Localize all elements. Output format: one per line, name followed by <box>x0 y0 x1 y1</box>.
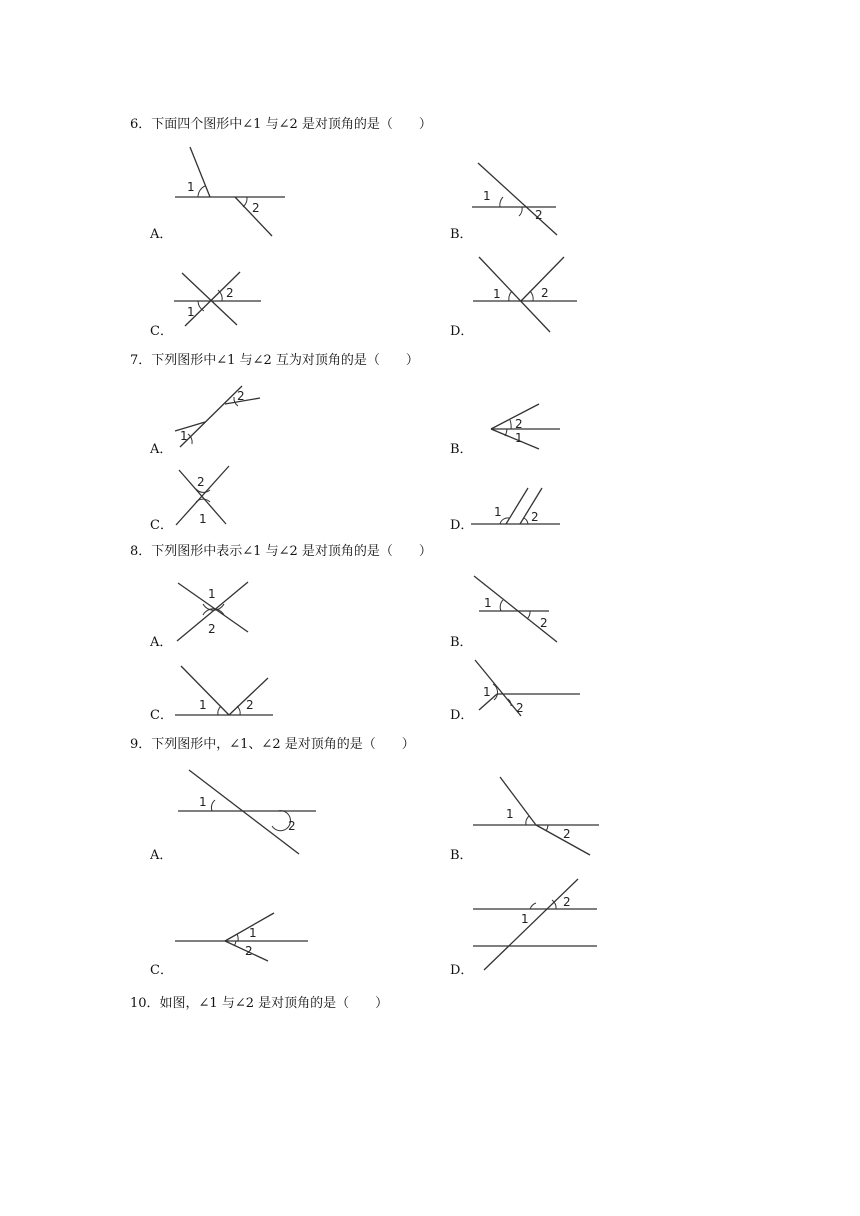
q8-figure-b <box>474 576 557 642</box>
angle-label-1: 1 <box>515 431 523 445</box>
q9-option-b: B． <box>450 848 473 863</box>
q9-figure-a <box>178 770 316 854</box>
angle-label-2: 2 <box>245 944 253 958</box>
angle-label-2: 2 <box>197 475 205 489</box>
angle-label-1: 1 <box>208 587 216 601</box>
q8-figure-d <box>475 660 580 716</box>
angle-label-2: 2 <box>208 622 216 636</box>
q7-figure-d <box>471 488 560 524</box>
angle-label-2: 2 <box>563 895 571 909</box>
angle-label-1: 1 <box>199 795 207 809</box>
q7-option-a: A． <box>150 442 173 457</box>
q8-figure-a <box>177 582 248 641</box>
angle-label-1: 1 <box>484 596 492 610</box>
angle-label-1: 1 <box>493 287 501 301</box>
angle-label-1: 1 <box>521 912 529 926</box>
q7-figure-b <box>491 404 560 449</box>
angle-label-1: 1 <box>494 505 502 519</box>
question-6: 6．下面四个图形中∠1 与∠2 是对顶角的是（ ） <box>130 117 432 132</box>
angle-label-1: 1 <box>483 189 491 203</box>
angle-label-2: 2 <box>535 208 543 222</box>
angle-label-2: 2 <box>246 698 254 712</box>
angle-label-2: 2 <box>515 417 523 431</box>
angle-label-2: 2 <box>252 201 260 215</box>
question-10: 10．如图，∠1 与∠2 是对顶角的是（ ） <box>130 996 389 1011</box>
angle-label-2: 2 <box>531 510 539 524</box>
q7-option-c: C． <box>150 518 173 533</box>
angle-label-2: 2 <box>237 389 245 403</box>
q6-option-d: D． <box>450 324 474 339</box>
angle-label-2: 2 <box>288 819 296 833</box>
question-9: 9．下列图形中，∠1、∠2 是对顶角的是（ ） <box>130 737 415 752</box>
q6-option-a: A． <box>150 227 173 242</box>
angle-label-1: 1 <box>199 512 207 526</box>
angle-label-1: 1 <box>506 807 514 821</box>
q7-option-b: B． <box>450 442 473 457</box>
question-8: 8．下列图形中表示∠1 与∠2 是对顶角的是（ ） <box>130 544 432 559</box>
q6-figure-b <box>472 163 557 235</box>
angle-label-1: 1 <box>483 685 491 699</box>
q6-option-c: C． <box>150 324 173 339</box>
q9-option-a: A． <box>150 848 173 863</box>
angle-label-2: 2 <box>540 616 548 630</box>
q9-figure-d <box>473 879 597 970</box>
angle-label-2: 2 <box>563 827 571 841</box>
q6-figure-d <box>473 257 577 332</box>
q8-option-d: D． <box>450 708 474 723</box>
q8-figure-c <box>175 666 273 715</box>
angle-label-2: 2 <box>226 286 234 300</box>
angle-label-1: 1 <box>187 305 195 319</box>
q6-figure-c <box>174 272 261 326</box>
angle-label-1: 1 <box>187 180 195 194</box>
q6-figure-a <box>175 147 285 236</box>
q9-figure-c <box>175 913 308 961</box>
angle-label-1: 1 <box>249 926 257 940</box>
q8-option-a: A． <box>150 635 173 650</box>
q7-figure-a <box>175 386 260 447</box>
q8-option-c: C． <box>150 708 173 723</box>
angle-label-1: 1 <box>180 429 188 443</box>
q8-option-b: B． <box>450 635 473 650</box>
q9-option-d: D． <box>450 963 474 978</box>
angle-label-1: 1 <box>199 698 207 712</box>
angle-label-2: 2 <box>516 701 524 715</box>
question-7: 7．下列图形中∠1 与∠2 互为对顶角的是（ ） <box>130 353 419 368</box>
q9-option-c: C． <box>150 963 173 978</box>
q9-figure-b <box>473 777 599 855</box>
angle-label-2: 2 <box>541 286 549 300</box>
q7-figure-c <box>176 466 229 526</box>
q6-option-b: B． <box>450 227 473 242</box>
q7-option-d: D． <box>450 518 474 533</box>
